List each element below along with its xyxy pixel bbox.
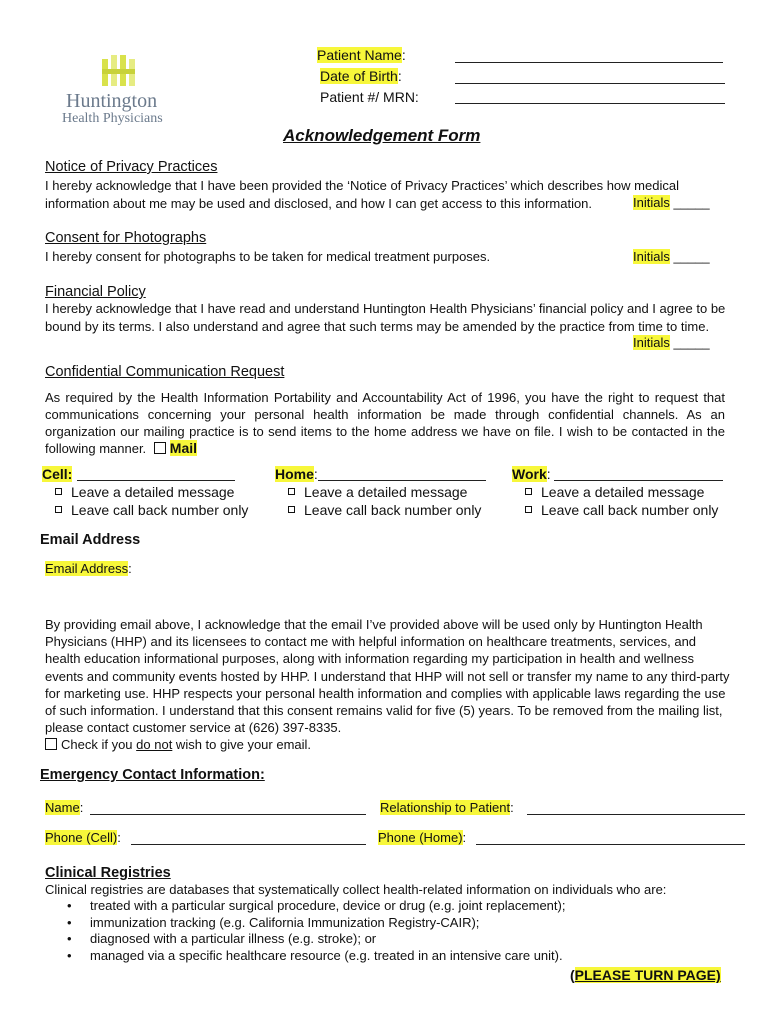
home-row <box>275 465 318 483</box>
email-consent-text: By providing email above, I acknowledge that the email I’ve provided above will be used only by Huntington Health Physicians (HHP) and its licensees to contact me with helpful information on healthcare treatments, services, and health education informational purposes, along with information regarding my participation in health and wellness events and community events hosted by HHP. I understand that HHP will not sell or transfer my name to any third-party for marketing use. HHP respects your personal health information and complies with applicable laws regarding the use of such information. I understand that this consent remains valid for five (5) years. To be removed from the mailing list, please contact customer service at (626) 397-8335. <box>45 617 730 736</box>
option-label: Leave a detailed message <box>541 484 705 500</box>
emergency-name-field[interactable] <box>90 814 366 815</box>
checkbox-icon[interactable] <box>55 506 62 513</box>
registries-heading: Clinical Registries <box>45 865 171 881</box>
checkbox-icon[interactable] <box>288 506 295 513</box>
financial-text: I hereby acknowledge that I have read and understand Huntington Health Physicians’ financial policy and I agree to be bound by its terms. I also understand and agree that such terms may be amended by the practice from time to time. <box>45 301 726 334</box>
dob-row <box>320 67 402 85</box>
home-option-callback[interactable] <box>288 501 481 519</box>
relationship-label: Relationship to Patient <box>380 800 511 815</box>
dob-colon: : <box>397 68 402 84</box>
initials-label: Initials <box>633 195 670 210</box>
colon: : <box>462 830 467 845</box>
initials-label: Initials <box>633 335 670 350</box>
emergency-home-field[interactable] <box>476 844 745 845</box>
list-item: • treated with a particular surgical procedure, device or drug (e.g. joint replacement); <box>45 898 735 915</box>
checkbox-icon[interactable] <box>525 488 532 495</box>
privacy-initials[interactable] <box>633 194 710 211</box>
initials-blank: _____ <box>673 249 710 264</box>
emergency-name-label: Name <box>45 800 80 815</box>
optout-text-em: do not <box>136 737 173 753</box>
registries-list <box>45 898 735 964</box>
list-item: • managed via a specific healthcare resource (e.g. treated in an intensive care unit). <box>45 948 735 965</box>
cell-label: Cell: <box>42 466 73 482</box>
option-label: Leave call back number only <box>71 502 249 518</box>
patient-name-field[interactable] <box>455 62 723 63</box>
logo <box>60 48 180 130</box>
work-row <box>512 465 551 483</box>
confidential-body: As required by the Health Information Portability and Accountability Act of 1996, you have the right to request that communications concerning your personal health information be made through confidential channels. As an organization our mailing practice is to send items to the home address we have on file. I wish to be contacted in the following manner. <box>45 390 725 456</box>
option-label: Leave call back number only <box>541 502 719 518</box>
turn-page-note <box>570 967 721 983</box>
mail-label: Mail <box>169 440 198 456</box>
confidential-text <box>45 389 725 457</box>
page-title: Acknowledgement Form <box>283 126 481 145</box>
emergency-cell-field[interactable] <box>131 844 366 845</box>
dob-label: Date of Birth <box>320 68 398 84</box>
privacy-text: I hereby acknowledge that I have been provided the ‘Notice of Privacy Practices’ which describes how medical information about me may be used and disclosed, and how I can get access to this information. <box>45 178 679 211</box>
relationship-row <box>380 799 514 816</box>
logo-name: Huntington <box>66 90 158 112</box>
work-option-detailed[interactable] <box>525 483 704 501</box>
cell-option-callback[interactable] <box>55 501 248 519</box>
emergency-cell-label: Phone (Cell) <box>45 830 118 845</box>
email-heading: Email Address <box>40 532 141 548</box>
home-option-detailed[interactable] <box>288 483 467 501</box>
logo-subtitle: Health Physicians <box>62 111 163 126</box>
checkbox-icon[interactable] <box>525 506 532 513</box>
colon: : <box>117 830 121 845</box>
home-field[interactable] <box>318 480 486 481</box>
initials-blank: _____ <box>673 335 710 350</box>
photos-heading: Consent for Photographs <box>45 230 207 246</box>
financial-heading: Financial Policy <box>45 284 146 300</box>
work-option-callback[interactable] <box>525 501 718 519</box>
work-field[interactable] <box>554 480 723 481</box>
cell-row <box>42 465 72 483</box>
emergency-heading: Emergency Contact Information: <box>40 767 265 783</box>
email-label: Email Address <box>45 561 129 576</box>
emergency-home-row <box>378 829 466 846</box>
list-item: • diagnosed with a particular illness (e.g. stroke); or <box>45 931 735 948</box>
privacy-heading: Notice of Privacy Practices <box>45 159 218 175</box>
huntington-logo-icon <box>98 52 138 88</box>
email-colon: : <box>128 561 132 576</box>
emergency-home-label: Phone (Home) <box>378 830 463 845</box>
home-label: Home <box>275 466 314 482</box>
photos-initials[interactable] <box>633 248 710 265</box>
cell-option-detailed[interactable] <box>55 483 234 501</box>
relationship-field[interactable] <box>527 814 745 815</box>
checkbox-icon[interactable] <box>55 488 62 495</box>
patient-name-row <box>317 46 406 64</box>
initials-blank: _____ <box>673 195 710 210</box>
optout-text-pre: Check if you <box>61 737 137 753</box>
financial-initials[interactable] <box>633 334 710 351</box>
cell-field[interactable] <box>77 480 235 481</box>
initials-label: Initials <box>633 249 670 264</box>
turn-page-open: ( <box>570 967 575 983</box>
photos-text: I hereby consent for photographs to be taken for medical treatment purposes. <box>45 249 491 264</box>
patient-name-label: Patient Name <box>317 47 402 63</box>
registries-intro: Clinical registries are databases that systematically collect health-related information on individuals who are: <box>45 882 667 897</box>
mrn-label: Patient #/ MRN: <box>320 89 419 105</box>
work-colon: : <box>546 466 551 482</box>
mrn-field[interactable] <box>455 103 725 104</box>
option-label: Leave call back number only <box>304 502 482 518</box>
email-field-row[interactable] <box>45 560 132 577</box>
mail-checkbox[interactable] <box>154 442 166 454</box>
colon: : <box>79 800 84 815</box>
option-label: Leave a detailed message <box>304 484 468 500</box>
dob-field[interactable] <box>455 83 725 84</box>
home-colon: : <box>313 466 318 482</box>
email-optout-checkbox[interactable] <box>45 738 57 750</box>
emergency-cell-row <box>45 829 121 846</box>
emergency-name-row <box>45 799 83 816</box>
list-item: • immunization tracking (e.g. California Immunization Registry-CAIR); <box>45 915 735 932</box>
email-consent <box>45 616 735 754</box>
turn-page-text: PLEASE TURN PAGE) <box>574 967 721 983</box>
option-label: Leave a detailed message <box>71 484 235 500</box>
patient-name-colon: : <box>401 47 406 63</box>
colon: : <box>510 800 514 815</box>
optout-text-post: wish to give your email. <box>172 737 312 753</box>
confidential-heading: Confidential Communication Request <box>45 364 285 380</box>
checkbox-icon[interactable] <box>288 488 295 495</box>
work-label: Work <box>512 466 547 482</box>
